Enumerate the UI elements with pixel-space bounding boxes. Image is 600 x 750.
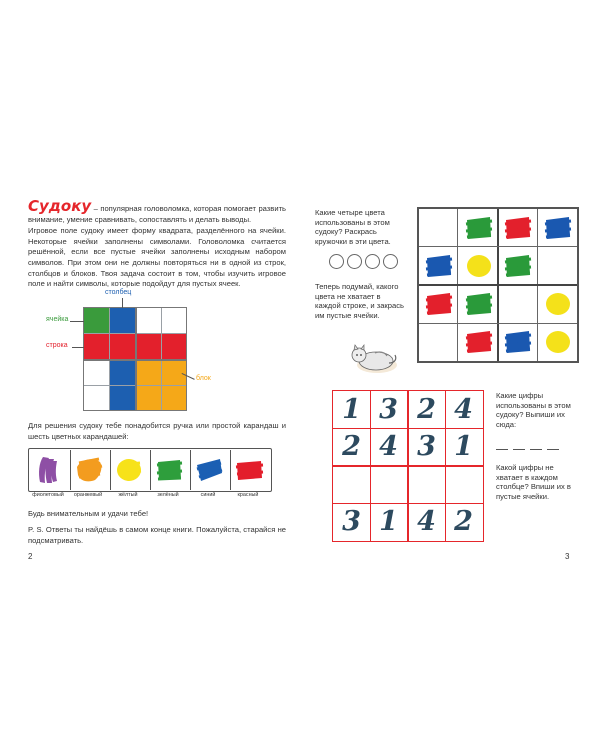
sudoku-title: Судоку — [28, 197, 92, 215]
number-cell: 4 — [379, 431, 398, 462]
right-page — [300, 0, 600, 750]
pen-label-orange: оранжевый — [73, 492, 103, 498]
green-cell — [464, 214, 494, 247]
pen-divider — [190, 450, 191, 490]
pen-label-blue: синий — [200, 492, 216, 498]
row-pointer — [72, 347, 84, 348]
number-cell: 4 — [454, 394, 473, 425]
answer-blank[interactable] — [530, 449, 542, 450]
column-pointer — [122, 298, 123, 308]
blue-cell — [543, 214, 573, 247]
empty-number-cell[interactable] — [370, 466, 407, 503]
answer-circle[interactable] — [347, 254, 362, 269]
good-luck-text: Будь внимательным и удачи тебе! — [28, 509, 149, 518]
answer-blank[interactable] — [496, 449, 508, 450]
empty-number-cell[interactable] — [408, 466, 445, 503]
colors-question: Какие четыре цвета использованы в этом судоку? Раскрась кружочки в эти цвета. — [315, 208, 391, 246]
missing-color-question: Теперь подумай, какого цвета не хватает в каждой строке, и закрась им пустые ячейки. — [315, 282, 404, 320]
number-cell: 2 — [454, 506, 473, 537]
page-number-right: 3 — [565, 552, 570, 561]
color-sudoku-grid — [417, 207, 579, 363]
yellow-cell — [543, 328, 573, 361]
intro-text — [28, 197, 286, 290]
empty-number-cell[interactable] — [445, 466, 482, 503]
sudoku-structure-diagram — [83, 307, 187, 411]
green-swatch — [153, 453, 186, 486]
number-cell: 2 — [342, 431, 361, 462]
red-cell — [424, 290, 454, 323]
answer-blank[interactable] — [513, 449, 525, 450]
number-cell: 4 — [417, 506, 436, 537]
page-number-left: 2 — [28, 552, 33, 561]
number-cell: 1 — [342, 394, 361, 425]
number-cell: 1 — [454, 431, 473, 462]
orange-swatch — [73, 453, 106, 486]
pen-label-yellow: жёлтый — [118, 492, 138, 498]
number-cell: 3 — [379, 394, 398, 425]
purple-swatch — [33, 453, 66, 486]
green-cell — [503, 252, 533, 285]
number-cell: 1 — [379, 506, 398, 537]
cell-pointer — [70, 321, 84, 322]
pen-label-green: зелёный — [157, 492, 179, 498]
pen-label-purple: фиолетовый — [32, 492, 64, 498]
blue-cell — [424, 252, 454, 285]
block-label: блок — [196, 375, 211, 382]
pen-divider — [230, 450, 231, 490]
answer-circle[interactable] — [383, 254, 398, 269]
number-sudoku-grid — [332, 390, 484, 542]
pen-label-red: красный — [237, 492, 259, 498]
answer-blank[interactable] — [547, 449, 559, 450]
blue-swatch — [193, 453, 226, 486]
grid-frame — [83, 307, 187, 411]
yellow-swatch — [113, 453, 146, 486]
number-cell: 2 — [417, 394, 436, 425]
intro-definition: – популярная головоломка, которая помогает развить внимание, умение сравнивать, сопоставлять и делать выводы. — [28, 204, 286, 224]
empty-number-cell[interactable] — [333, 466, 370, 503]
red-swatch — [233, 453, 266, 486]
yellow-cell — [464, 252, 494, 285]
pen-divider — [150, 450, 151, 490]
postscript-text: P. S. Ответы ты найдёшь в самом конце книги. Пожалуйста, старайся не подсматривать. — [28, 525, 286, 545]
number-cell: 3 — [342, 506, 361, 537]
yellow-cell — [543, 290, 573, 323]
pens-intro-text: Для решения судоку тебе понадобится ручка или простой карандаш и шесть цветных карандашей: — [28, 421, 286, 441]
red-cell — [464, 328, 494, 361]
grid-line — [419, 323, 577, 324]
intro-rules: Игровое поле судоку имеет форму квадрата, разделённого на ячейки. Некоторые ячейки заполнены символами. Головоломка считается решённой, если все пустые ячейки заполнены исходным набором символов. При этом они не должны повторяться ни в одной из строк, столбцов и блоков. Твоя задача состоит в том, чтобы изучить игровое поле и найти символы, которые подойдут для пустых ячеек. — [28, 226, 286, 289]
pen-divider — [110, 450, 111, 490]
color-circles — [329, 254, 401, 274]
missing-digit-question: Какой цифры не хватает в каждом столбце? Впиши их в пустые ячейки. — [496, 463, 571, 501]
column-label: столбец — [105, 289, 132, 296]
answer-circle[interactable] — [365, 254, 380, 269]
pen-divider — [70, 450, 71, 490]
cat-illustration — [349, 341, 401, 375]
green-cell — [464, 290, 494, 323]
answer-circle[interactable] — [329, 254, 344, 269]
blue-cell — [503, 328, 533, 361]
row-label: строка — [46, 342, 68, 349]
digits-question: Какие цифры использованы в этом судоку? Выпиши их сюда: — [496, 391, 571, 429]
cell-label: ячейка — [46, 316, 69, 323]
red-cell — [503, 214, 533, 247]
colored-pencils-box — [28, 448, 272, 492]
number-cell: 3 — [417, 431, 436, 462]
